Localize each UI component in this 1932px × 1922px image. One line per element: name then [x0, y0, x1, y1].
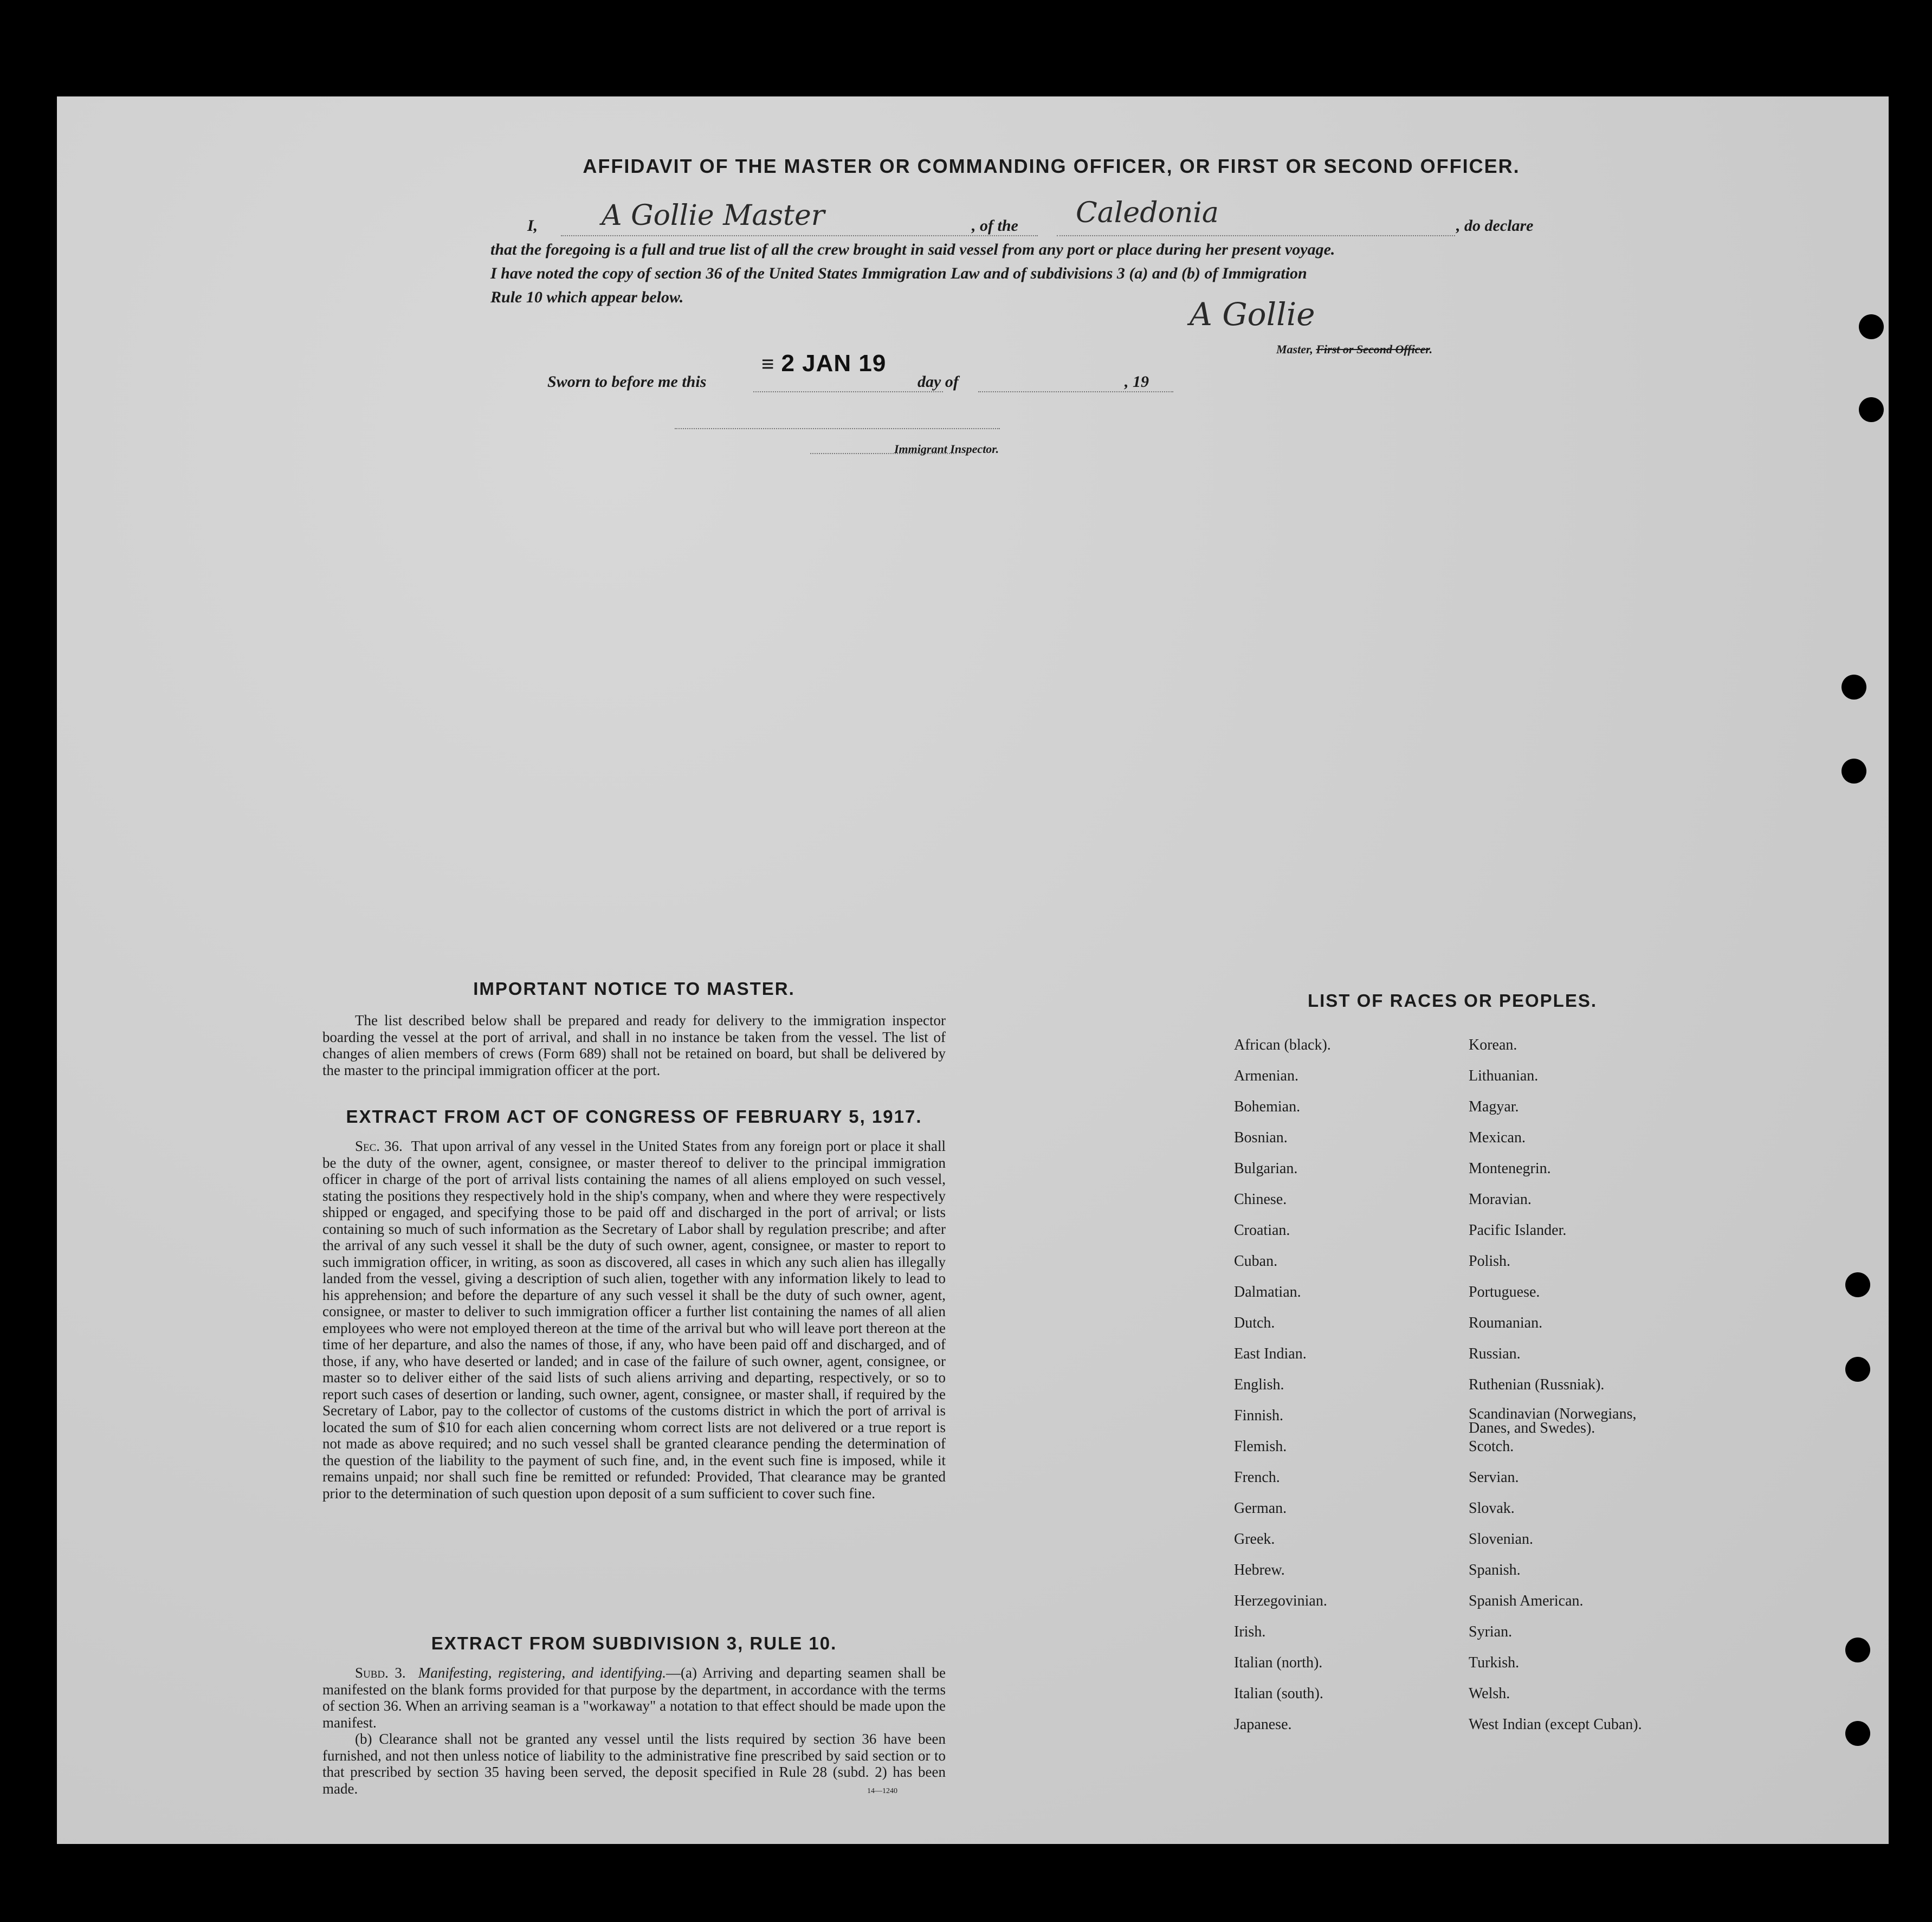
race-item: Russian. — [1469, 1345, 1521, 1362]
race-item: Croatian. — [1234, 1222, 1290, 1239]
do-declare-label: , do declare — [1456, 217, 1534, 235]
race-item: Welsh. — [1469, 1685, 1510, 1702]
race-item: Lithuanian. — [1469, 1067, 1539, 1084]
race-item: Hebrew. — [1234, 1562, 1285, 1578]
caption-end: . — [1429, 342, 1433, 356]
race-item: Slovenian. — [1469, 1531, 1533, 1548]
race-item: East Indian. — [1234, 1345, 1307, 1362]
race-item: Japanese. — [1234, 1716, 1292, 1733]
binder-hole — [1845, 1272, 1870, 1297]
section-36-text — [322, 1138, 946, 1502]
of-the-label: , of the — [972, 217, 1018, 235]
year-label: , 19 — [1125, 373, 1149, 391]
race-item: Moravian. — [1469, 1191, 1532, 1208]
race-item: Magyar. — [1469, 1098, 1519, 1115]
race-item: Montenegrin. — [1469, 1160, 1551, 1177]
notice-title: IMPORTANT NOTICE TO MASTER. — [473, 979, 795, 999]
form-number: 14—1240 — [867, 1787, 897, 1795]
signer-blank — [561, 235, 1038, 236]
section-36-body: That upon arrival of any vessel in the United States from any foreign port or place it shall be the duty of the owner, agent, consignee, or master thereof to deliver to the principal immigration officer in charge of the port of arrival lists containing the names of all aliens employed on such vessel, stating the positions they respectively hold in the ship's company, when and where they were respectively shipped or engaged, and specifying those to be paid off and discharged in the port of arrival; or lists containing so much of such information as the Secretary of Labor shall by regulation prescribe; and after the arrival of any such vessel it shall be the duty of such owner, agent, consignee, or master to report to such immigration officer, in writing, as soon as discovered, all cases in which any such alien has illegally landed from the vessel, giving a description of such alien, together with any information likely to lead to his apprehension; and before the departure of any such vessel it shall be the duty of such owner, agent, consignee, or master to deliver to such immigration officer a further list containing the names of all alien employees who were not employed thereon at the time of the arrival but who will leave port thereon at the time of her departure, and also the names of those, if any, who have been paid off and discharged, and of those, if any, who have deserted or landed; and in case of the failure of such owner, agent, consignee, or master so to deliver either of the said lists of such aliens arriving and departing, respectively, or so to report such cases of desertion or landing, such owner, agent, consignee, or master shall, if required by the Secretary of Labor, pay to the collector of customs of the customs district in which the port of arrival is located the sum of $10 for each alien concerning whom correct lists are not delivered or a true report is not made as above required; and no such vessel shall be granted clearance pending the determination of the question of the liability to the payment of such fine, and, in the event such fine is imposed, while it remains unpaid; nor shall such fine be remitted or refunded: Provided, That clearance may be granted prior to the determination of such question upon deposit of a sum sufficient to cover such fine. — [322, 1138, 946, 1502]
signer-handwriting: A Gollie Master — [602, 199, 825, 232]
race-item: Herzegovinian. — [1234, 1593, 1327, 1609]
subd-heading: Manifesting, registering, and identifying. — [418, 1665, 666, 1681]
date-stamp-text: 2 JAN 19 — [781, 350, 887, 377]
binder-hole — [1845, 1357, 1870, 1382]
signature-caption — [1276, 342, 1432, 357]
races-title: LIST OF RACES OR PEOPLES. — [1307, 991, 1598, 1011]
extract-rule-title: EXTRACT FROM SUBDIVISION 3, RULE 10. — [431, 1633, 837, 1653]
notice-paragraph — [322, 1012, 946, 1078]
race-item: Italian (south). — [1234, 1685, 1323, 1702]
day-of-label: day of — [917, 373, 959, 391]
race-item: Flemish. — [1234, 1438, 1287, 1455]
race-item: Servian. — [1469, 1469, 1519, 1486]
race-item: Bulgarian. — [1234, 1160, 1298, 1177]
race-item: Mexican. — [1469, 1129, 1526, 1146]
sworn-day-blank — [753, 391, 943, 392]
race-item: Scotch. — [1469, 1438, 1514, 1455]
race-item: Polish. — [1469, 1253, 1511, 1270]
section-label: Sec. 36. — [355, 1138, 403, 1154]
race-item: Spanish American. — [1469, 1593, 1584, 1609]
affidavit-line-2: that the foregoing is a full and true list of all the crew brought in said vessel from any port or place during her present voyage. — [490, 241, 1335, 258]
vessel-handwriting: Caledonia — [1076, 197, 1219, 229]
race-item: Ruthenian (Russniak). — [1469, 1376, 1605, 1393]
race-item: Slovak. — [1469, 1500, 1515, 1517]
race-item: Dutch. — [1234, 1315, 1275, 1331]
inspector-caption: Immigrant Inspector. — [894, 442, 999, 456]
race-item: Armenian. — [1234, 1067, 1298, 1084]
rule-para-a: —(a) Arriving and departing seamen shall be manifested on the blank forms provided for that purpose by the department, in accordance with the terms of section 36. When an arriving seaman is a "workaway" a notation to that effect should be made upon the manifest. — [322, 1665, 946, 1731]
race-item: English. — [1234, 1376, 1284, 1393]
caption-struck-officer: First or Second Officer — [1316, 342, 1430, 356]
race-item: Scandinavian (Norwegians, Danes, and Swedes). — [1469, 1406, 1637, 1436]
race-item: Cuban. — [1234, 1253, 1278, 1270]
race-item: Syrian. — [1469, 1623, 1513, 1640]
race-item: Finnish. — [1234, 1407, 1284, 1424]
race-item: Pacific Islander. — [1469, 1222, 1567, 1239]
inspector-signature-line — [675, 428, 1000, 429]
binder-hole — [1845, 1638, 1870, 1662]
extract-act-title: EXTRACT FROM ACT OF CONGRESS OF FEBRUARY 5, 1917. — [346, 1106, 922, 1127]
affidavit-line-4: Rule 10 which appear below. — [490, 288, 684, 306]
affidavit-i-prefix: I, — [527, 217, 538, 235]
rule-para-b: (b) Clearance shall not be granted any vessel until the lists required by section 36 have been furnished, and not then unless notice of liability to the administrative fine prescribed by said section or to that prescribed by section 35 having been served, the deposit specified in Rule 28 (subd. 2) has been made. — [322, 1731, 946, 1797]
sworn-label: Sworn to before me this — [547, 373, 707, 391]
race-item: Chinese. — [1234, 1191, 1287, 1208]
race-item: African (black). — [1234, 1037, 1331, 1053]
race-item: German. — [1234, 1500, 1287, 1517]
race-item: Italian (north). — [1234, 1654, 1323, 1671]
race-item: French. — [1234, 1469, 1280, 1486]
binder-hole — [1841, 675, 1866, 700]
binder-hole — [1841, 759, 1866, 784]
race-item: Roumanian. — [1469, 1315, 1543, 1331]
race-item: Bohemian. — [1234, 1098, 1301, 1115]
race-item: Greek. — [1234, 1531, 1275, 1548]
binder-hole — [1859, 397, 1884, 422]
manifest-page — [57, 96, 1889, 1844]
binder-hole — [1845, 1721, 1870, 1746]
notice-text: The list described below shall be prepared and ready for delivery to the immigration inspector boarding the vessel at the port of arrival, and shall in no instance be taken from the vessel. The list of changes of alien members of crews (Form 689) shall not be retained on board, but shall be delivered by the master to the principal immigration officer at the port. — [322, 1012, 946, 1078]
master-signature: A Gollie — [1190, 296, 1315, 333]
race-item: Bosnian. — [1234, 1129, 1288, 1146]
date-stamp: ≡ 2 JAN 19 — [761, 350, 887, 377]
binder-hole — [1859, 314, 1884, 339]
vessel-blank — [1057, 235, 1455, 236]
race-item: Turkish. — [1469, 1654, 1520, 1671]
affidavit-line-3: I have noted the copy of section 36 of the United States Immigration Law and of subdivisions 3 (a) and (b) of Immigration — [490, 264, 1307, 282]
race-item: Spanish. — [1469, 1562, 1521, 1578]
affidavit-title: AFFIDAVIT OF THE MASTER OR COMMANDING OFFICER, OR FIRST OR SECOND OFFICER. — [583, 155, 1520, 177]
caption-master: Master, — [1276, 342, 1313, 356]
race-item: Dalmatian. — [1234, 1284, 1301, 1300]
race-item: Irish. — [1234, 1623, 1266, 1640]
rule-10-text — [322, 1665, 946, 1797]
race-item: Korean. — [1469, 1037, 1517, 1053]
subd-label: Subd. 3. — [355, 1665, 406, 1681]
race-item: West Indian (except Cuban). — [1469, 1716, 1642, 1733]
race-item: Portuguese. — [1469, 1284, 1540, 1300]
month-blank — [978, 391, 1173, 392]
